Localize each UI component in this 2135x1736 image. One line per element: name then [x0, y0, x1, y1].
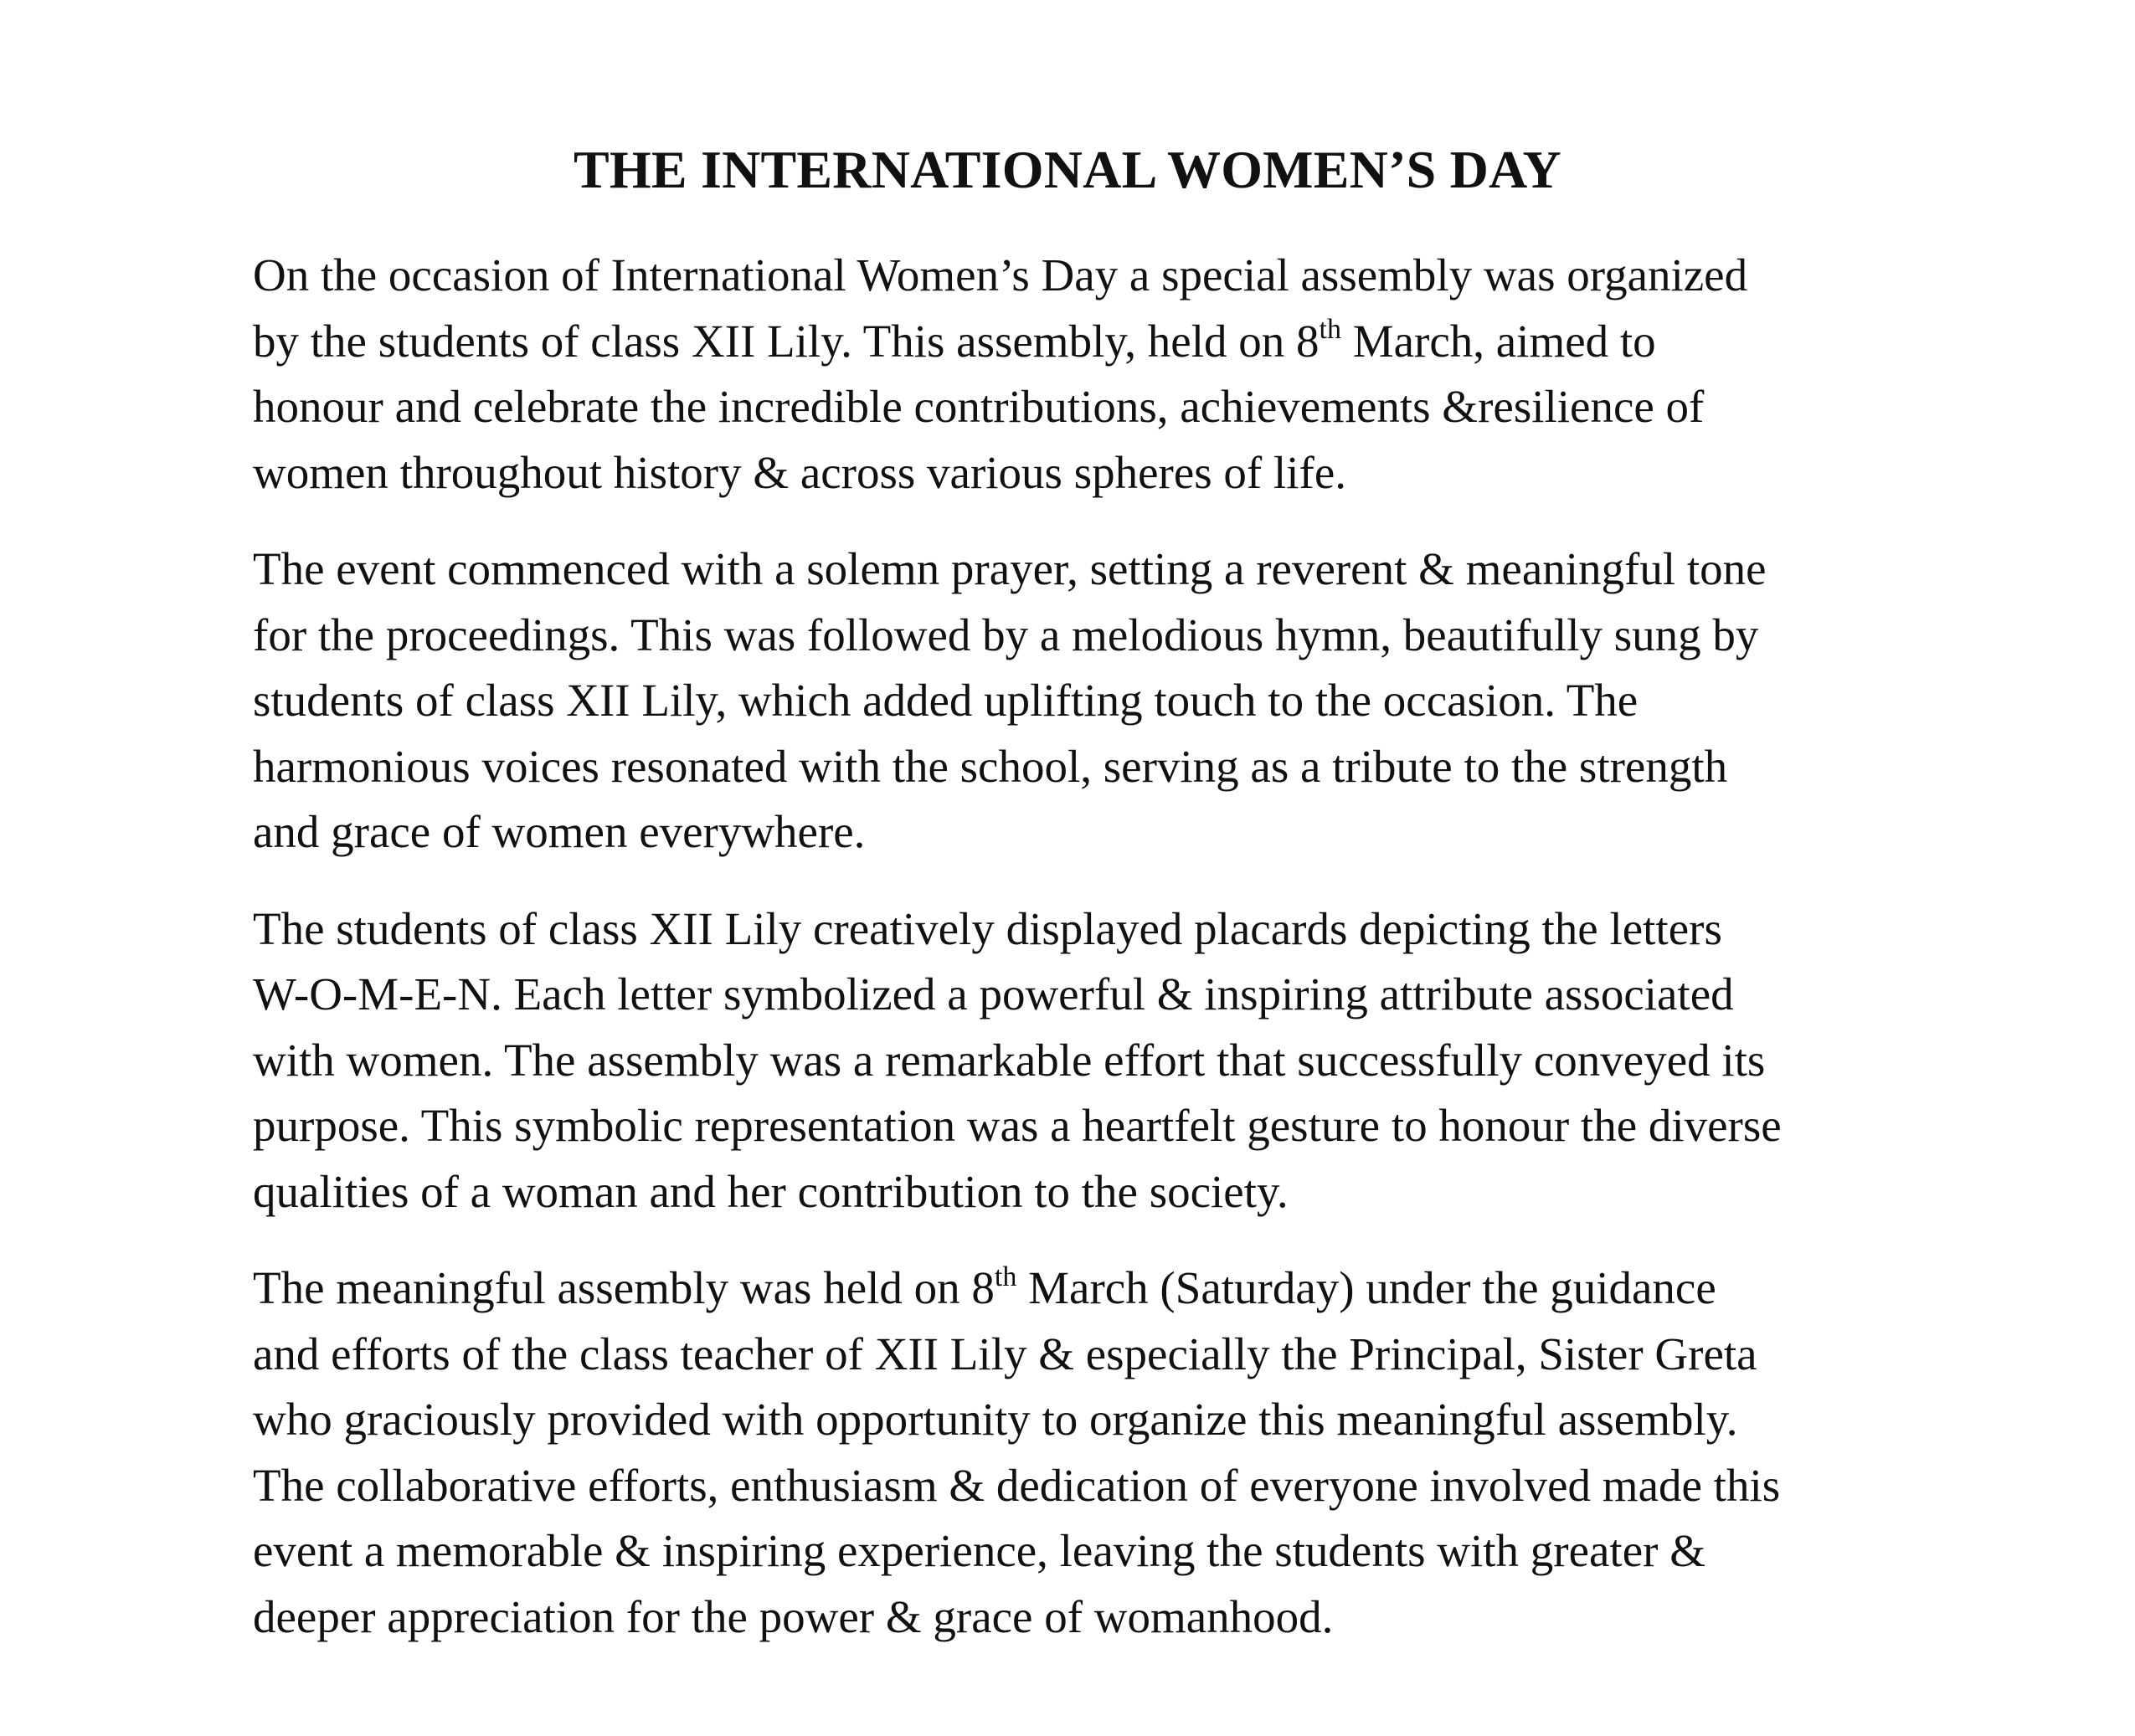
text-line: students of class XII Lily, which added uplifting touch to the occasion. The — [253, 675, 1639, 726]
text-line — [253, 309, 1927, 375]
text-line: and grace of women everywhere. — [253, 806, 866, 857]
text-segment: The meaningful assembly was held on 8 — [253, 1262, 995, 1313]
paragraph-placards — [253, 896, 1927, 1225]
text-segment: March, aimed to — [1340, 315, 1656, 367]
document-body — [253, 243, 1927, 1681]
document-title: THE INTERNATIONAL WOMEN’S DAY — [574, 140, 1561, 199]
ordinal-suffix: th — [994, 1261, 1017, 1292]
text-line: The event commenced with a solemn prayer, setting a reverent & meaningful tone — [253, 543, 1767, 594]
ordinal-suffix: th — [1319, 314, 1341, 346]
text-line: with women. The assembly was a remarkable effort that successfully conveyed its — [253, 1034, 1766, 1086]
text-line: deeper appreciation for the power & grace of womanhood. — [253, 1590, 1334, 1642]
text-line: honour and celebrate the incredible contributions, achievements &resilience of — [253, 381, 1705, 432]
text-line: qualities of a woman and her contribution to the society. — [253, 1165, 1289, 1217]
text-line — [253, 1256, 1927, 1322]
text-segment: by the students of class XII Lily. This assembly, held on 8 — [253, 315, 1320, 367]
text-line: and efforts of the class teacher of XII Lily & especially the Principal, Sister Greta — [253, 1328, 1757, 1379]
text-line: On the occasion of International Women’s Day a special assembly was organized — [253, 249, 1748, 300]
text-line: W-O-M-E-N. Each letter symbolized a powerful & inspiring attribute associated — [253, 968, 1734, 1020]
paragraph-prayer-hymn — [253, 537, 1927, 865]
text-line: harmonious voices resonated with the school, serving as a tribute to the strength — [253, 740, 1728, 792]
text-line: purpose. This symbolic representation was a heartfelt gesture to honour the diverse — [253, 1100, 1782, 1151]
text-line: The students of class XII Lily creatively displayed placards depicting the letters — [253, 902, 1722, 954]
text-line: who graciously provided with opportunity to organize this meaningful assembly. — [253, 1394, 1738, 1445]
paragraph-conclusion — [253, 1256, 1927, 1650]
text-line: for the proceedings. This was followed by a melodious hymn, beautifully sung by — [253, 609, 1759, 660]
text-line: The collaborative efforts, enthusiasm & dedication of everyone involved made this — [253, 1459, 1781, 1511]
text-line: women throughout history & across various spheres of life. — [253, 446, 1347, 498]
text-line: event a memorable & inspiring experience, leaving the students with greater & — [253, 1525, 1705, 1576]
paragraph-introduction — [253, 243, 1927, 506]
text-segment: March (Saturday) under the guidance — [1016, 1262, 1716, 1313]
